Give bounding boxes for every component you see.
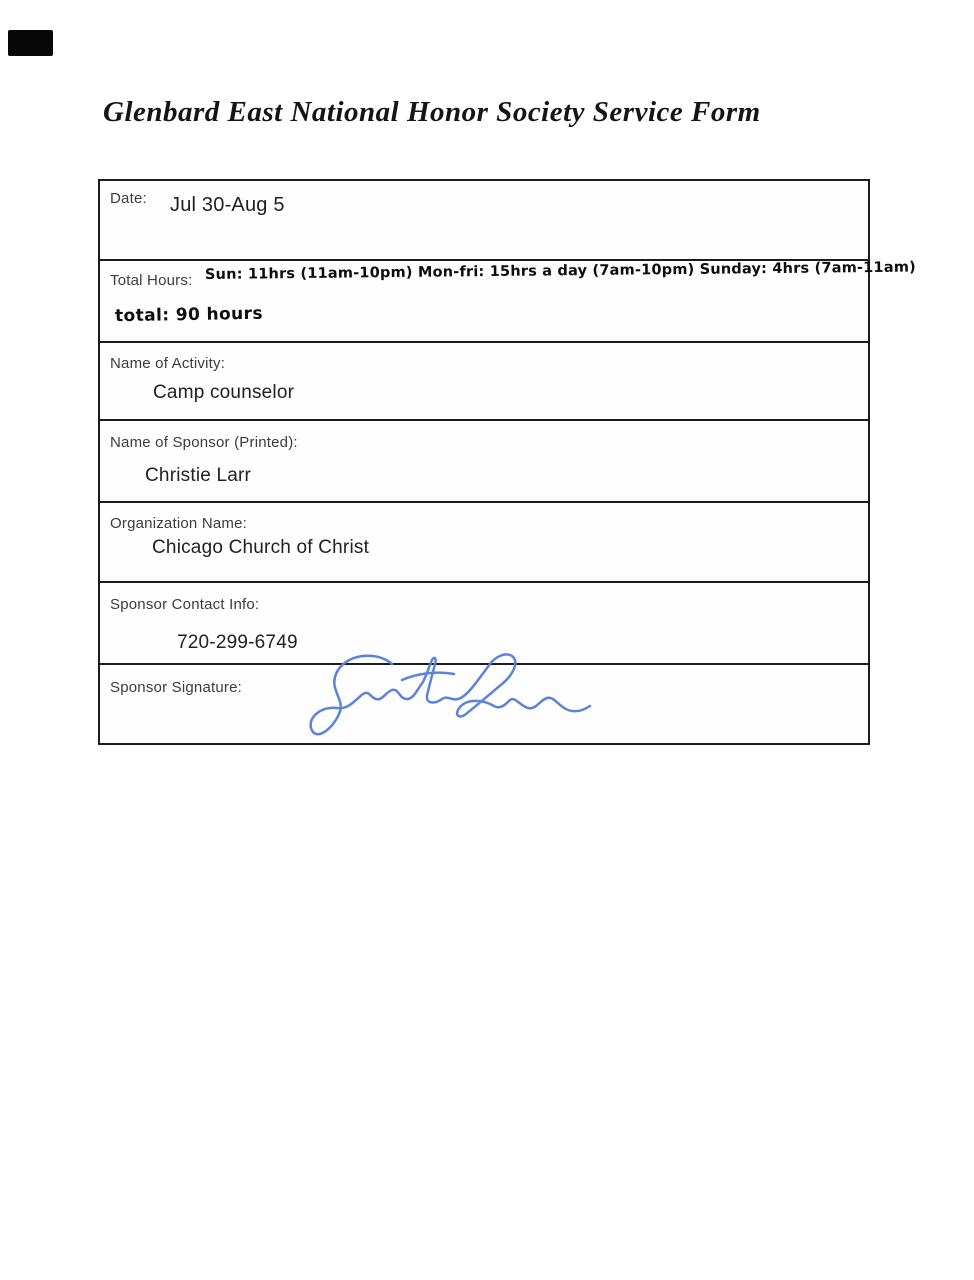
contact-label: Sponsor Contact Info:	[110, 596, 260, 613]
signature-label: Sponsor Signature:	[110, 679, 243, 696]
organization-label: Organization Name:	[110, 515, 247, 532]
page-title: Glenbard East National Honor Society Service Form	[103, 96, 761, 128]
date-label: Date:	[110, 190, 147, 207]
form-row-contact	[100, 581, 868, 663]
sponsor-name-label: Name of Sponsor (Printed):	[110, 434, 298, 451]
total-hours-handwritten-total: total: 90 hours	[114, 303, 264, 327]
date-value: Jul 30-Aug 5	[170, 194, 285, 216]
form-row-sponsor-name	[100, 419, 868, 501]
total-hours-label: Total Hours:	[110, 272, 193, 289]
form-row-total-hours	[100, 259, 917, 341]
total-hours-handwritten-detail: Sun: 11hrs (11am-10pm) Mon-fri: 15hrs a day (7am-10pm) Sunday: 4hrs (7am-11am)	[204, 259, 917, 283]
form-row-signature	[100, 663, 868, 743]
contact-value: 720-299-6749	[177, 632, 298, 653]
form-row-date	[100, 181, 868, 259]
activity-label: Name of Activity:	[110, 355, 226, 372]
form-table	[98, 179, 917, 745]
activity-value: Camp counselor	[153, 382, 295, 403]
form-row-activity	[100, 341, 868, 419]
form-row-organization	[100, 501, 868, 581]
organization-value: Chicago Church of Christ	[152, 537, 370, 558]
sponsor-name-value: Christie Larr	[145, 465, 252, 486]
scan-artifact-mark	[8, 30, 53, 56]
